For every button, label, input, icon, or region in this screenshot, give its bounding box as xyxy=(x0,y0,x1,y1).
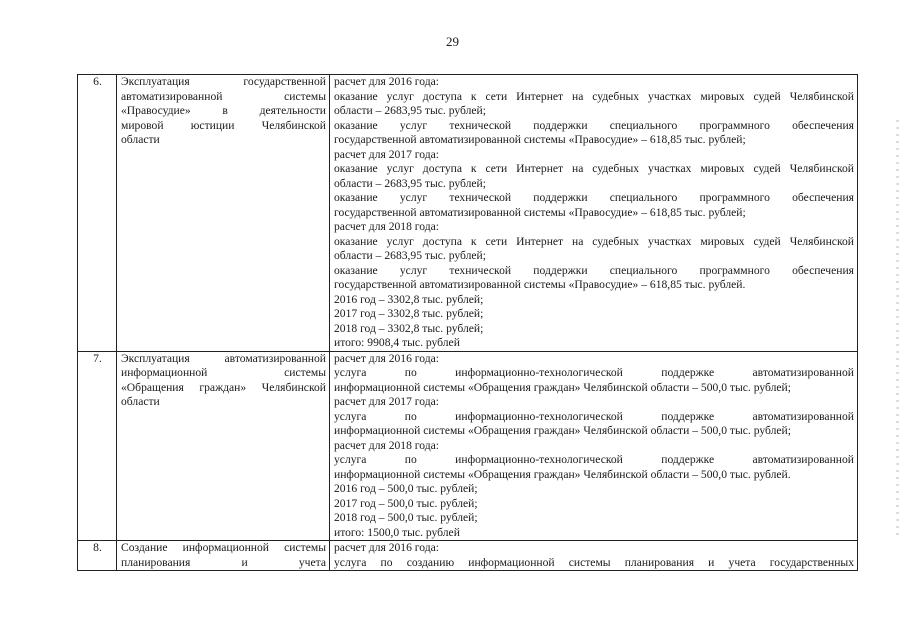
calculation-line: оказание услуг доступа к сети Интернет на судебных участках мировых судей Челябинской xyxy=(334,234,854,248)
item-name-line: «Правосудие» в деятельности xyxy=(121,104,326,117)
calculation-line: расчет для 2016 года: xyxy=(334,541,439,554)
calculation-cell xyxy=(330,541,858,571)
calculation-line: оказание услуг технической поддержки специального программного обеспечения xyxy=(334,118,854,132)
item-name-text xyxy=(121,352,326,410)
calculation-line: услуга по информационно-технологической поддержке автоматизированной xyxy=(334,366,854,379)
item-name-text xyxy=(121,75,326,148)
item-name-cell xyxy=(117,541,330,571)
calculation-line: расчет для 2017 года: xyxy=(334,147,439,161)
calculation-line: оказание услуг технической поддержки специального программного обеспечения xyxy=(334,191,854,204)
calculation-line: 2017 год – 3302,8 тыс. рублей; xyxy=(334,307,484,320)
page-number: 29 xyxy=(446,34,459,49)
table-body xyxy=(78,75,858,571)
calculation-line: расчет для 2016 года: xyxy=(334,75,439,88)
calculation-line: государственной автоматизированной системы «Правосудие» – 618,85 тыс. рублей; xyxy=(334,205,746,219)
calculation-line: оказание услуг доступа к сети Интернет на судебных участках мировых судей Челябинской xyxy=(334,162,854,175)
calculation-line: услуга по созданию информационной системы планирования и учета государственных xyxy=(334,555,854,569)
calculation-line: 2016 год – 500,0 тыс. рублей; xyxy=(334,482,478,495)
calculation-cell xyxy=(330,351,858,541)
calculation-line: оказание услуг доступа к сети Интернет на судебных участках мировых судей Челябинской xyxy=(334,89,854,103)
calculation-line: информационной системы «Обращения граждан» Челябинской области – 500,0 тыс. рублей; xyxy=(334,424,791,437)
calculation-line: расчет для 2016 года: xyxy=(334,351,439,365)
item-name-line: планирования и учета xyxy=(121,555,326,569)
item-name-line: автоматизированной системы xyxy=(121,89,326,103)
calculation-line: итого: 9908,4 тыс. рублей xyxy=(334,336,460,349)
item-name-line: области xyxy=(121,133,160,146)
calculation-line: информационной системы «Обращения граждан» Челябинской области – 500,0 тыс. рублей; xyxy=(334,380,791,394)
calculation-line: 2018 год – 500,0 тыс. рублей; xyxy=(334,511,478,524)
calculation-cell xyxy=(330,75,858,352)
scan-edge-artifact xyxy=(896,120,899,540)
calculation-line: расчет для 2017 года: xyxy=(334,395,439,408)
table-row xyxy=(78,75,858,352)
item-name-line: Создание информационной системы xyxy=(121,541,326,554)
row-number-cell: 8. xyxy=(78,541,117,571)
item-name-line: Эксплуатация автоматизированной xyxy=(121,351,326,365)
calculation-line: оказание услуг технической поддержки специального программного обеспечения xyxy=(334,263,854,277)
calculation-line: области – 2683,95 тыс. рублей; xyxy=(334,249,486,262)
item-name-cell xyxy=(117,75,330,352)
row-number-cell: 6. xyxy=(78,75,117,352)
calculation-line: расчет для 2018 года: xyxy=(334,220,439,233)
item-name-text xyxy=(121,541,326,570)
calculation-line: государственной автоматизированной системы «Правосудие» – 618,85 тыс. рублей. xyxy=(334,278,746,291)
calculation-line: 2018 год – 3302,8 тыс. рублей; xyxy=(334,321,484,335)
calculation-line: 2017 год – 500,0 тыс. рублей; xyxy=(334,496,478,510)
item-name-line: информационной системы xyxy=(121,366,326,379)
item-name-line: области xyxy=(121,395,160,408)
calculation-line: области – 2683,95 тыс. рублей; xyxy=(334,176,486,190)
item-name-line: мировой юстиции Челябинской xyxy=(121,118,326,132)
expenses-table xyxy=(77,74,858,571)
calculation-line: итого: 1500,0 тыс. рублей xyxy=(334,525,460,539)
calculation-line: 2016 год – 3302,8 тыс. рублей; xyxy=(334,292,484,306)
item-name-cell xyxy=(117,351,330,541)
calculation-line: расчет для 2018 года: xyxy=(334,438,439,452)
calculation-line: государственной автоматизированной системы «Правосудие» – 618,85 тыс. рублей; xyxy=(334,133,746,146)
table-row xyxy=(78,541,858,571)
row-number-cell: 7. xyxy=(78,351,117,541)
item-name-line: Эксплуатация государственной xyxy=(121,75,326,88)
calculation-line: информационной системы «Обращения граждан» Челябинской области – 500,0 тыс. рублей. xyxy=(334,467,791,481)
table-row xyxy=(78,351,858,541)
calculation-line: услуга по информационно-технологической поддержке автоматизированной xyxy=(334,409,854,423)
calculation-line: услуга по информационно-технологической поддержке автоматизированной xyxy=(334,453,854,466)
item-name-line: «Обращения граждан» Челябинской xyxy=(121,380,326,394)
calculation-line: области – 2683,95 тыс. рублей; xyxy=(334,104,486,117)
